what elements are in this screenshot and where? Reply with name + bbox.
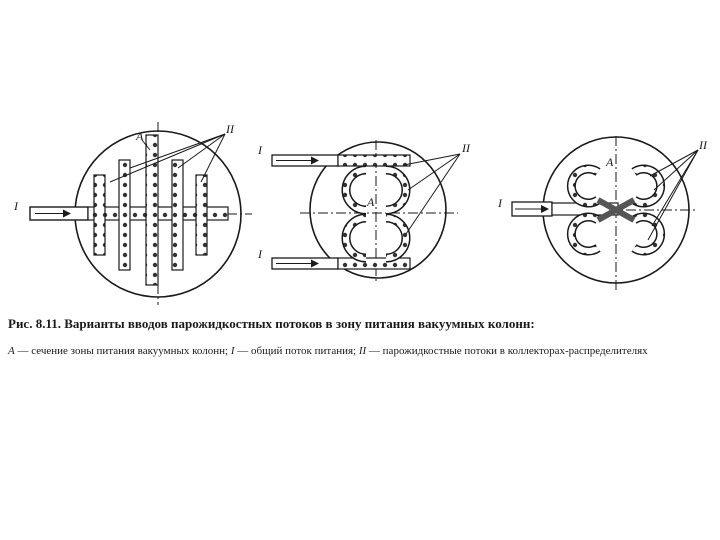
label-I-1: I bbox=[14, 199, 18, 213]
caption-text-I: — общий поток питания; bbox=[234, 345, 359, 357]
leader-line bbox=[110, 134, 225, 182]
branch-arm bbox=[119, 160, 130, 270]
arc-collector bbox=[346, 170, 366, 210]
caption-description bbox=[8, 344, 714, 358]
arc-collector bbox=[386, 170, 406, 210]
caption-key-I: I bbox=[230, 345, 235, 357]
leader-line bbox=[406, 154, 460, 234]
label-I-3: I bbox=[498, 196, 502, 210]
variant-2-arc-collectors bbox=[272, 140, 460, 282]
caption-key-A: А bbox=[8, 345, 15, 357]
variant-1-comb-distributor bbox=[30, 122, 252, 305]
branch-arm bbox=[172, 160, 183, 270]
label-A-2: A bbox=[367, 195, 375, 209]
variant-3-hook-collectors bbox=[512, 136, 698, 290]
arc-collector bbox=[346, 218, 366, 258]
caption-text-II: — парожидкостные потоки в коллекторах-распределителях bbox=[366, 345, 648, 357]
label-A-3: A bbox=[606, 155, 614, 169]
spine-pipe-1 bbox=[146, 135, 158, 285]
header-pipe-2-lower bbox=[338, 258, 410, 269]
arc-collector bbox=[386, 218, 406, 258]
label-A-1: A bbox=[136, 129, 144, 143]
caption-key-II: II bbox=[358, 345, 367, 357]
caption-title: Рис. 8.11. Варианты вводов парожидкостных потоков в зону питания вакуумных колонн: bbox=[8, 316, 535, 331]
branch-arm bbox=[94, 175, 105, 255]
figure-caption bbox=[8, 316, 714, 358]
label-II-1: II bbox=[226, 122, 234, 136]
label-I-2-upper: I bbox=[258, 143, 262, 157]
label-II-2: II bbox=[462, 141, 470, 155]
header-pipe-2-upper bbox=[338, 155, 410, 166]
label-I-2-lower: I bbox=[258, 247, 262, 261]
label-II-3: II bbox=[699, 138, 707, 152]
caption-text-A: — сечение зоны питания вакуумных колонн; bbox=[14, 345, 231, 357]
branch-arm bbox=[196, 175, 207, 255]
